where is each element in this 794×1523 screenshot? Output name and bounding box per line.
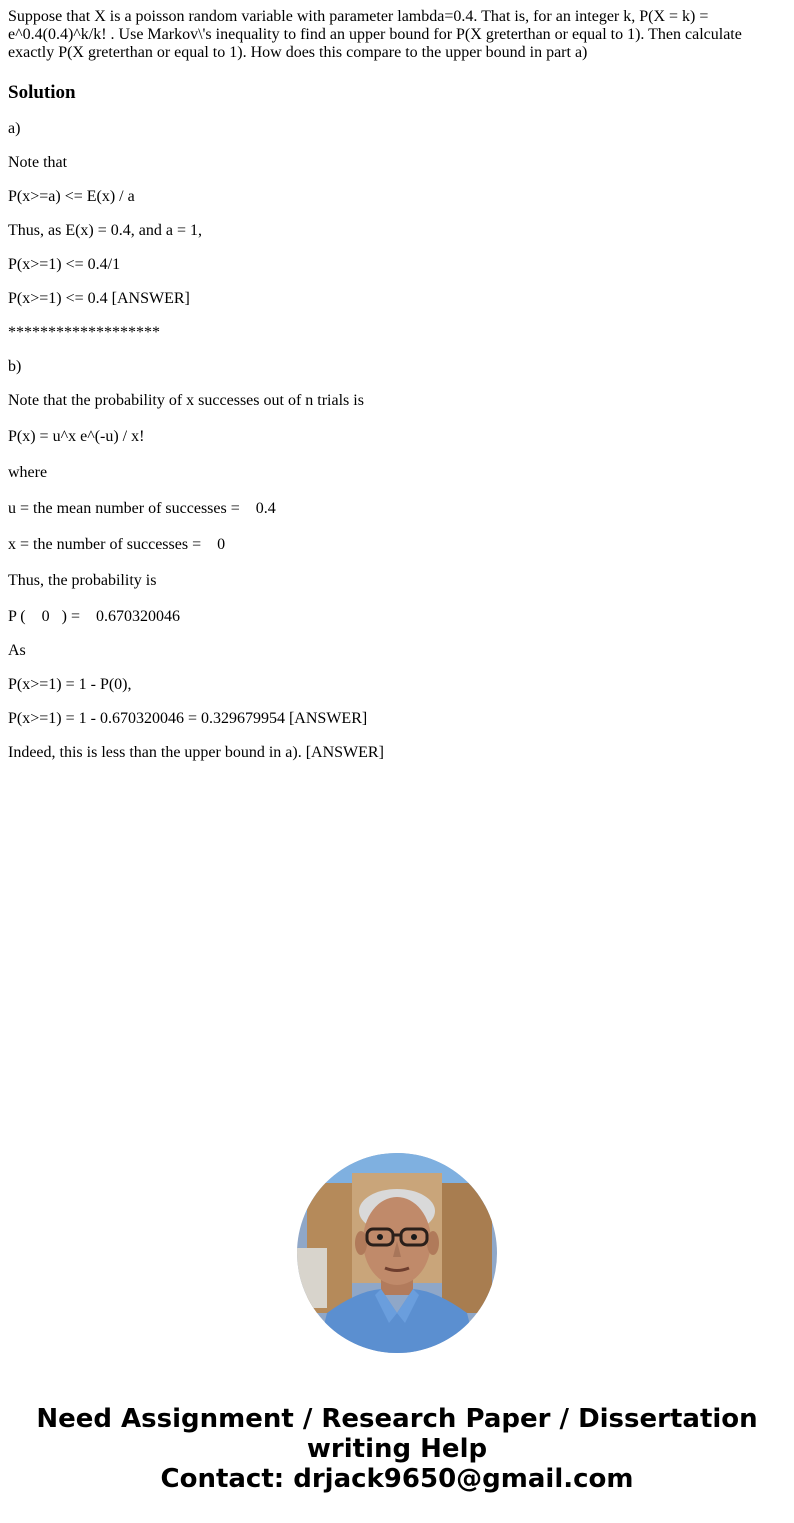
document-content <box>8 8 786 778</box>
solution-line: a) <box>8 120 21 137</box>
footer-banner <box>0 1404 794 1494</box>
solution-line: As <box>8 642 26 659</box>
solution-heading: Solution <box>8 82 76 103</box>
separator-line: ******************* <box>8 324 160 341</box>
solution-line: P(x>=1) <= 0.4 [ANSWER] <box>8 290 190 307</box>
solution-line: Thus, the probability is <box>8 572 157 589</box>
solution-line: b) <box>8 358 22 375</box>
footer-contact: Contact: drjack9650@gmail.com <box>160 1464 634 1494</box>
solution-line: P(x>=a) <= E(x) / a <box>8 188 135 205</box>
solution-line: x = the number of successes = 0 <box>8 536 226 553</box>
solution-line: P(x) = u^x e^(-u) / x! <box>8 428 145 445</box>
avatar <box>297 1153 497 1353</box>
solution-line: Note that <box>8 154 68 171</box>
footer-line-1: Need Assignment / Research Paper / Dissertation <box>36 1404 758 1434</box>
solution-line: Note that the probability of x successes out of n trials is <box>8 392 364 409</box>
solution-line: Indeed, this is less than the upper bound in a). [ANSWER] <box>8 744 384 761</box>
question-text: Suppose that X is a poisson random variable with parameter lambda=0.4. That is, for an integer k, P(X = k) = e^0.4(0.4)^k/k! . Use Markov\'s inequality to find an upper bound for P(X greterthan or equal to 1). Then calculate exactly P(X greterthan or equal to 1). How does this compare to the upper bound in part a) <box>8 8 742 61</box>
solution-line: P(x>=1) <= 0.4/1 <box>8 256 121 273</box>
solution-line: u = the mean number of successes = 0.4 <box>8 500 276 517</box>
solution-line: P(x>=1) = 1 - P(0), <box>8 676 132 693</box>
solution-body <box>8 120 786 762</box>
avatar-portrait-icon <box>297 1153 497 1353</box>
footer-line-2: writing Help <box>306 1434 488 1464</box>
solution-line: where <box>8 464 48 481</box>
solution-line: P(x>=1) = 1 - 0.670320046 = 0.329679954 [ANSWER] <box>8 710 368 727</box>
solution-line: Thus, as E(x) = 0.4, and a = 1, <box>8 222 203 239</box>
solution-line: P ( 0 ) = 0.670320046 <box>8 608 180 625</box>
